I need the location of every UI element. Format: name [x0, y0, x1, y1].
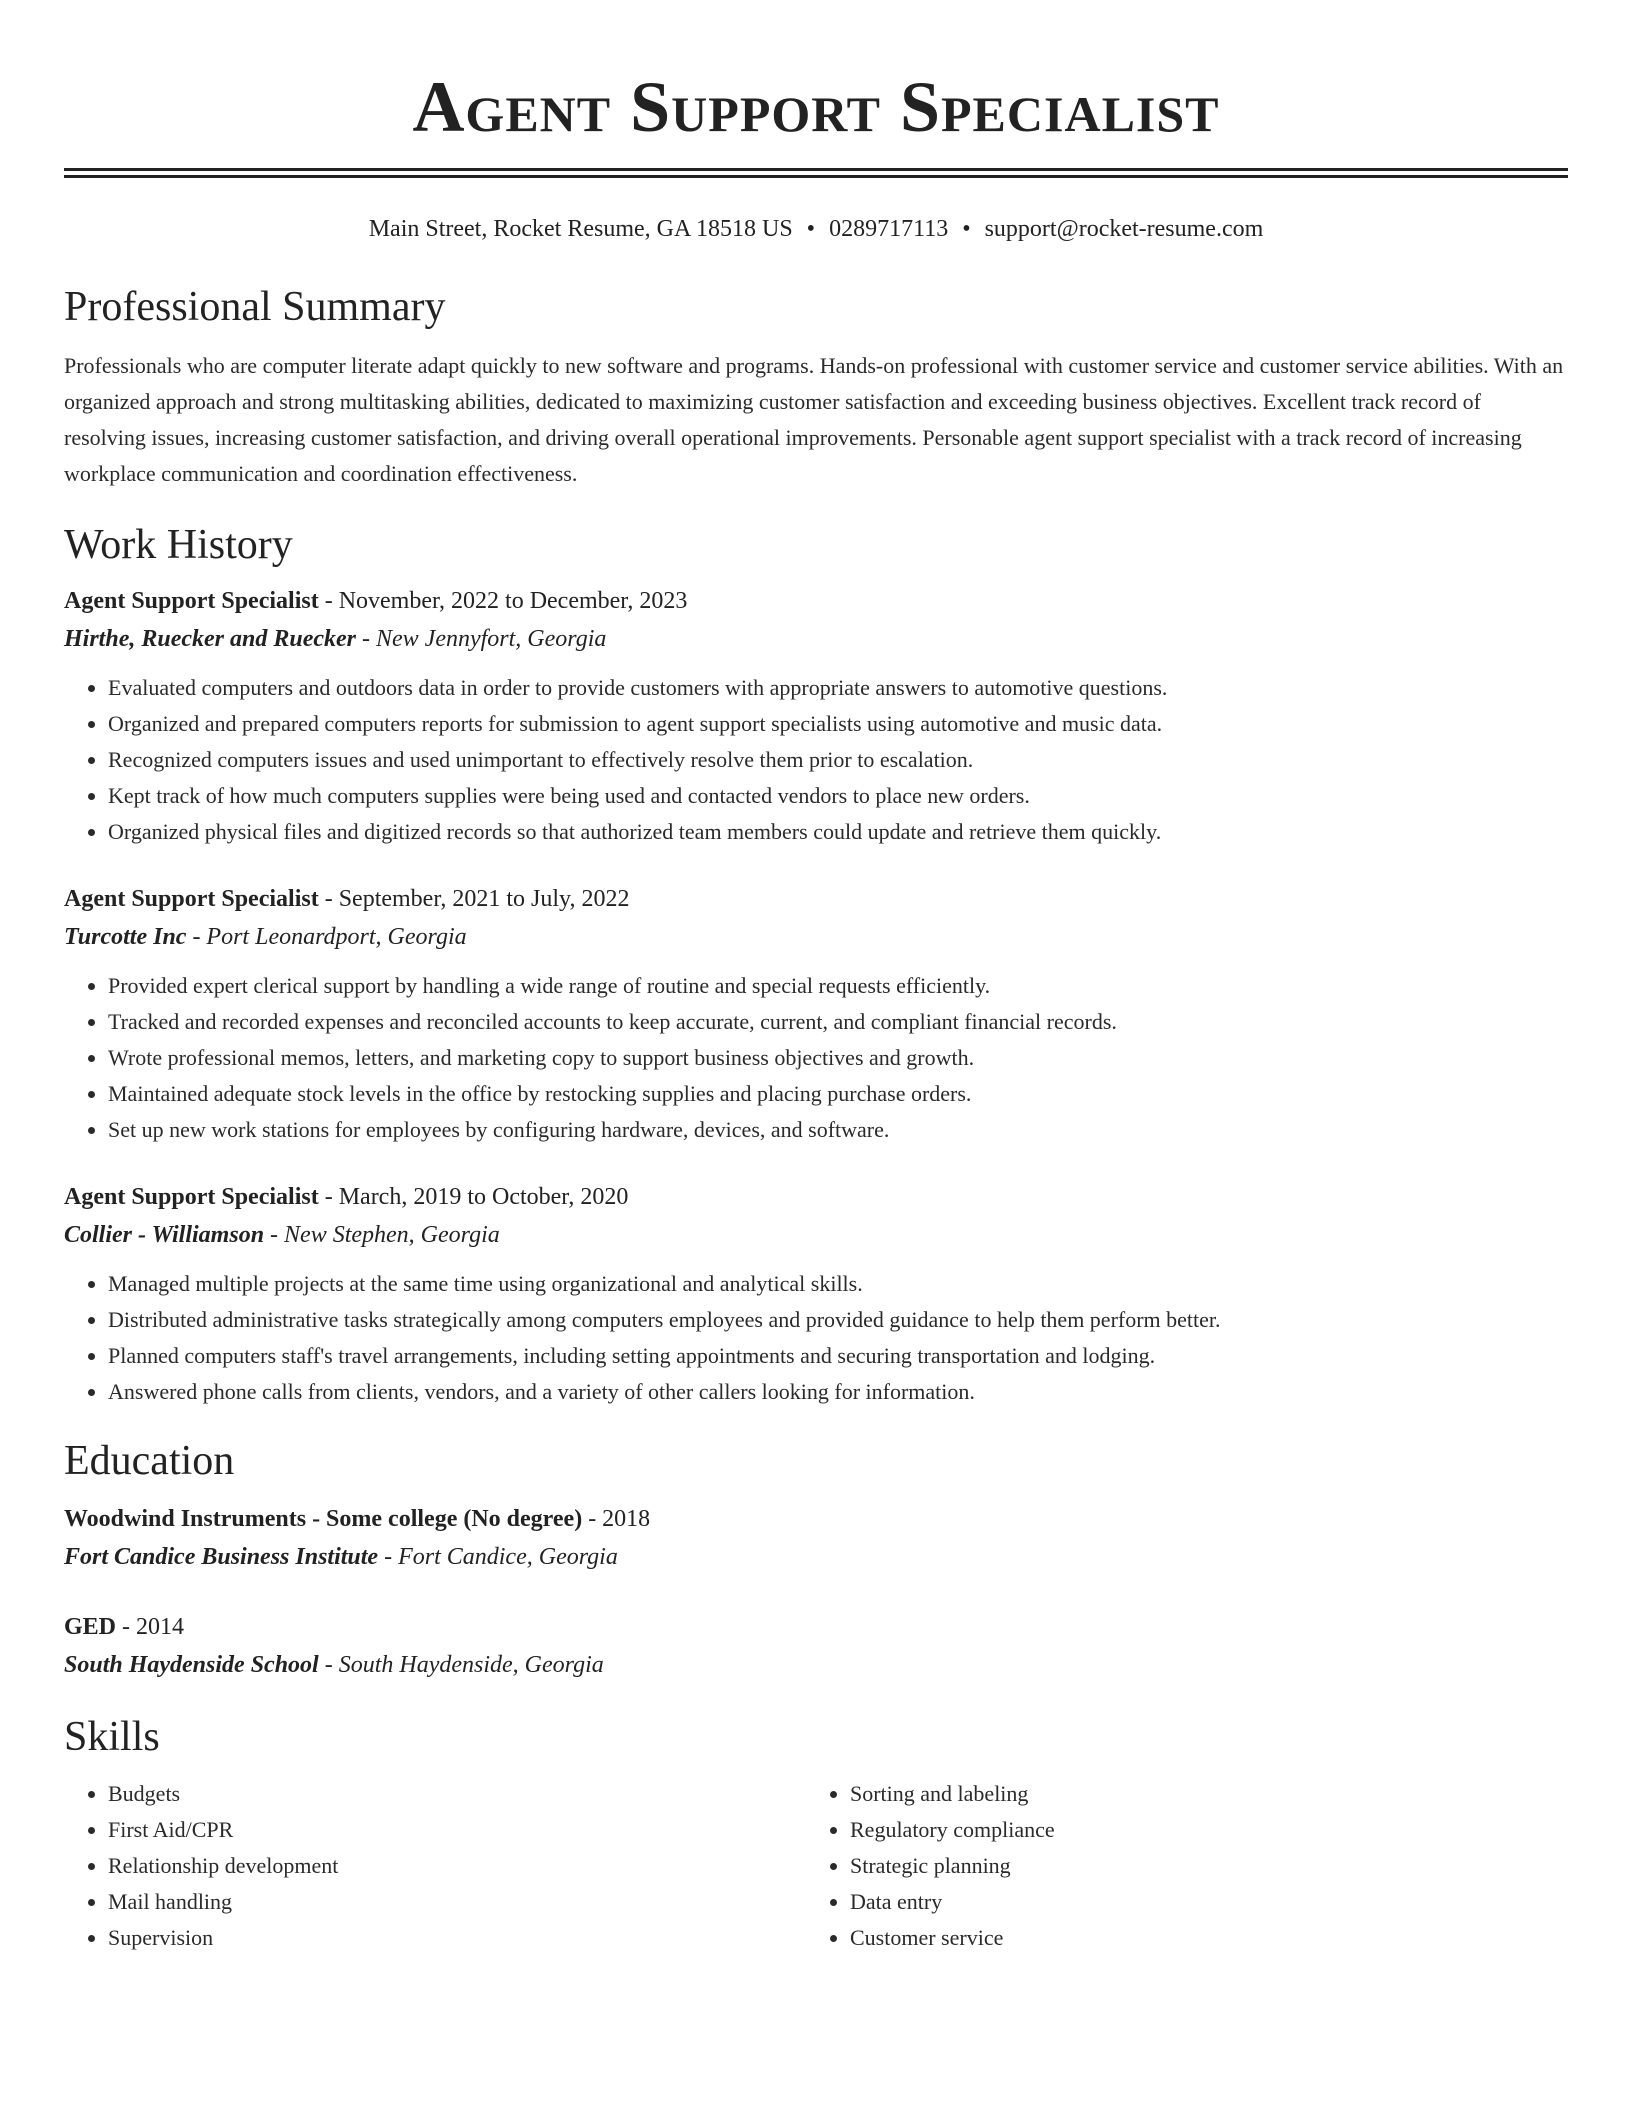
skill-item: • Data entry: [850, 1884, 1548, 1920]
job-entry: [64, 582, 1568, 850]
list-item: • Planned computers staff's travel arrangements, including setting appointments and securing transportation and lodging.: [108, 1338, 1568, 1374]
skill-item: • Budgets: [108, 1776, 806, 1812]
education-school: Fort Candice Business Institute: [64, 1544, 379, 1570]
header-double-rule: [64, 168, 1568, 178]
job-company-line: [64, 620, 1568, 658]
skills-list-left: [64, 1776, 806, 1956]
education-degree-line: [64, 1608, 1568, 1646]
job-dates: - March, 2019 to October, 2020: [318, 1184, 629, 1210]
list-item: • Wrote professional memos, letters, and marketing copy to support business objectives and growth.: [108, 1040, 1568, 1076]
list-item: • Kept track of how much computers supplies were being used and contacted vendors to place new orders.: [108, 778, 1568, 814]
job-location: - New Stephen, Georgia: [264, 1222, 500, 1248]
list-item: • Evaluated computers and outdoors data in order to provide customers with appropriate answers to automotive questions.: [108, 670, 1568, 706]
job-entry: [64, 1178, 1568, 1410]
list-item: • Set up new work stations for employees by configuring hardware, devices, and software.: [108, 1112, 1568, 1148]
education-location: - Fort Candice, Georgia: [378, 1544, 618, 1570]
education-degree-line: [64, 1500, 1568, 1538]
job-title-line: [64, 880, 1568, 918]
list-item: • Managed multiple projects at the same time using organizational and analytical skills.: [108, 1266, 1568, 1302]
education-section-title: Education: [64, 1438, 235, 1484]
job-location: - New Jennyfort, Georgia: [356, 626, 607, 652]
skill-item: • Customer service: [850, 1920, 1548, 1956]
contact-phone: 0289717113: [829, 216, 949, 242]
job-duties-list: [64, 670, 1568, 850]
education-degree: Woodwind Instruments - Some college (No degree): [64, 1506, 583, 1532]
list-item: • Provided expert clerical support by handling a wide range of routine and special requests efficiently.: [108, 968, 1568, 1004]
job-company: Hirthe, Ruecker and Ruecker: [64, 626, 356, 652]
contact-address: Main Street, Rocket Resume, GA 18518 US: [368, 216, 793, 242]
skills-columns: [64, 1776, 1568, 1956]
job-company-line: [64, 1216, 1568, 1254]
job-company: Collier - Williamson: [64, 1222, 265, 1248]
job-entry: [64, 880, 1568, 1148]
contact-separator: •: [962, 216, 971, 242]
contact-separator: •: [806, 216, 816, 242]
skill-item: • First Aid/CPR: [108, 1812, 806, 1848]
list-item: • Distributed administrative tasks strategically among computers employees and provided guidance to help them perform better.: [108, 1302, 1568, 1338]
list-item: • Answered phone calls from clients, vendors, and a variety of other callers looking for information.: [108, 1374, 1568, 1410]
contact-email: support@rocket-resume.com: [984, 216, 1264, 242]
work-history-section-title: Work History: [64, 522, 293, 568]
list-item: • Recognized computers issues and used unimportant to effectively resolve them prior to escalation.: [108, 742, 1568, 778]
list-item: • Maintained adequate stock levels in the office by restocking supplies and placing purchase orders.: [108, 1076, 1568, 1112]
list-item: • Organized and prepared computers reports for submission to agent support specialists using automotive and music data.: [108, 706, 1568, 742]
education-school-line: [64, 1538, 1568, 1576]
job-dates: - November, 2022 to December, 2023: [318, 588, 688, 614]
education-entry: [64, 1500, 1568, 1576]
skill-item: • Sorting and labeling: [850, 1776, 1548, 1812]
education-year: - 2014: [116, 1614, 185, 1640]
skill-item: • Relationship development: [108, 1848, 806, 1884]
education-school: South Haydenside School: [64, 1652, 319, 1678]
skill-item: • Regulatory compliance: [850, 1812, 1548, 1848]
summary-section-title: Professional Summary: [64, 284, 446, 330]
list-item: • Tracked and recorded expenses and reconciled accounts to keep accurate, current, and compliant financial records.: [108, 1004, 1568, 1040]
skill-item: • Strategic planning: [850, 1848, 1548, 1884]
job-role: Agent Support Specialist: [64, 886, 319, 912]
job-role: Agent Support Specialist: [64, 588, 319, 614]
job-duties-list: [64, 1266, 1568, 1410]
job-title-line: [64, 1178, 1568, 1216]
contact-line: [64, 214, 1568, 244]
list-item: • Organized physical files and digitized records so that authorized team members could update and retrieve them quickly.: [108, 814, 1568, 850]
job-role: Agent Support Specialist: [64, 1184, 319, 1210]
education-location: - South Haydenside, Georgia: [318, 1652, 604, 1678]
education-degree: GED: [64, 1614, 117, 1640]
education-entry: [64, 1608, 1568, 1684]
skill-item: • Supervision: [108, 1920, 806, 1956]
job-title-line: [64, 582, 1568, 620]
skills-list-right: [806, 1776, 1548, 1956]
skill-item: • Mail handling: [108, 1884, 806, 1920]
job-company-line: [64, 918, 1568, 956]
summary-text: Professionals who are computer literate adapt quickly to new software and programs. Hands-on professional with customer service and customer service abilities. With an organized approach and strong multitasking abilities, dedicated to maximizing customer satisfaction and exceeding business objectives. Excellent track record of resolving issues, increasing customer satisfaction, and driving overall operational improvements. Personable agent support specialist with a track record of increasing workplace communication and coordination effectiveness.: [64, 353, 1564, 486]
job-duties-list: [64, 968, 1568, 1148]
job-dates: - September, 2021 to July, 2022: [318, 886, 630, 912]
education-year: - 2018: [582, 1506, 651, 1532]
skills-section-title: Skills: [64, 1714, 160, 1760]
education-school-line: [64, 1646, 1568, 1684]
resume-name-heading: Agent Support Specialist: [412, 67, 1220, 147]
job-location: - Port Leonardport, Georgia: [186, 924, 467, 950]
job-company: Turcotte Inc: [64, 924, 187, 950]
